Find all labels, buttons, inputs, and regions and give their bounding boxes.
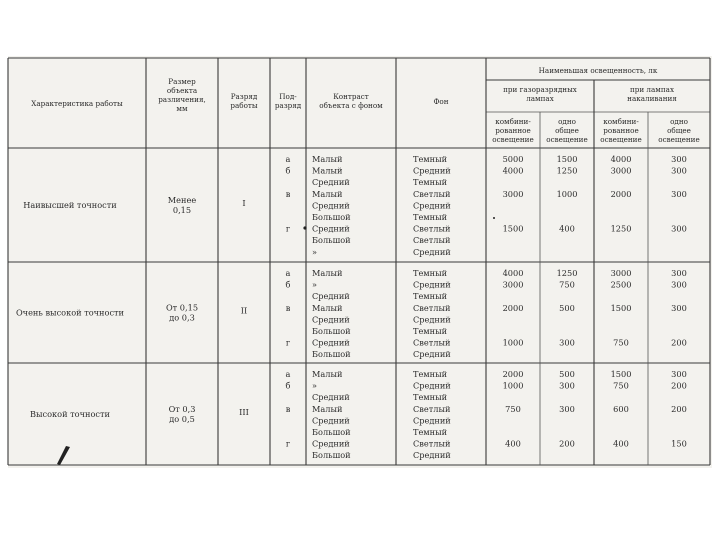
cell-contrast: Малый xyxy=(312,154,343,164)
header-background: Фон xyxy=(433,97,449,106)
table-row xyxy=(312,247,451,257)
header-contrast xyxy=(319,92,383,110)
cell-contrast: Средний xyxy=(312,200,350,211)
svg-text:освещение: освещение xyxy=(658,135,700,144)
header-incandescent-lamps xyxy=(627,85,677,103)
svg-text:освещение: освещение xyxy=(600,135,642,144)
cell-bg: Темный xyxy=(413,291,448,302)
group-size: до 0,5 xyxy=(169,414,195,424)
cell-sub: в xyxy=(285,188,291,199)
svg-text:Контраст: Контраст xyxy=(333,92,369,101)
group-size: до 0,3 xyxy=(169,312,195,323)
table-header xyxy=(31,66,699,144)
svg-text:различения,: различения, xyxy=(158,95,206,104)
cell-gc: 400 xyxy=(505,438,521,449)
cell-contrast: Малый xyxy=(312,403,343,414)
cell-bg: Средний xyxy=(413,415,451,426)
cell-gc: 2000 xyxy=(502,369,524,379)
cell-gg: 300 xyxy=(559,380,575,391)
cell-contrast: Средний xyxy=(312,337,350,348)
cell-gg: 1250 xyxy=(556,165,578,176)
cell-bg: Светлый xyxy=(413,438,451,449)
header-size xyxy=(158,77,206,113)
group-characteristic: Высокой точности xyxy=(30,409,110,419)
cell-bg: Средний xyxy=(413,165,451,176)
svg-text:мм: мм xyxy=(176,104,188,113)
group-category: III xyxy=(239,407,249,417)
svg-text:рованное: рованное xyxy=(603,126,639,135)
cell-gg: 750 xyxy=(559,279,575,290)
cell-contrast: Малый xyxy=(312,268,343,278)
cell-ic: 2000 xyxy=(610,188,632,199)
header-gas-lamps xyxy=(503,85,577,103)
table-row xyxy=(312,427,448,437)
cell-gc: 1000 xyxy=(502,337,524,348)
cell-ic: 2500 xyxy=(610,279,632,290)
cell-sub: г xyxy=(285,438,291,449)
svg-text:накаливания: накаливания xyxy=(627,94,677,103)
svg-text:общее: общее xyxy=(555,126,579,135)
cell-contrast: Большой xyxy=(312,427,351,437)
cell-ic: 1500 xyxy=(610,369,632,379)
cell-ig: 300 xyxy=(671,154,687,164)
svg-text:общее: общее xyxy=(667,126,691,135)
cell-ic: 600 xyxy=(613,403,629,414)
cell-ig: 200 xyxy=(671,380,687,391)
cell-gc: 4000 xyxy=(502,268,524,278)
cell-ig: 300 xyxy=(671,268,687,278)
cell-contrast: Малый xyxy=(312,302,343,313)
table-row xyxy=(312,450,451,460)
accuracy-group xyxy=(30,369,687,460)
cell-ig: 300 xyxy=(671,165,687,176)
svg-text:освещение: освещение xyxy=(546,135,588,144)
cell-bg: Темный xyxy=(413,369,448,379)
cell-gg: 300 xyxy=(559,337,575,348)
cell-bg: Светлый xyxy=(413,223,451,234)
cell-bg: Средний xyxy=(413,314,451,325)
cell-ig: 200 xyxy=(671,337,687,348)
cell-gg: 500 xyxy=(559,369,575,379)
svg-text:Под-: Под- xyxy=(279,92,297,101)
table-row xyxy=(312,235,451,245)
cell-ig: 300 xyxy=(671,302,687,313)
cell-gc: 1000 xyxy=(502,380,524,391)
cell-bg: Темный xyxy=(413,326,448,336)
group-size: Менее xyxy=(167,195,197,205)
cell-ig: 300 xyxy=(671,369,687,379)
svg-text:объекта с фоном: объекта с фоном xyxy=(319,101,383,110)
table-row xyxy=(312,415,451,425)
cell-sub: в xyxy=(285,302,291,313)
cell-contrast: Большой xyxy=(312,326,351,336)
svg-text:Разряд: Разряд xyxy=(230,92,258,101)
cell-ic: 750 xyxy=(613,337,629,348)
header-subcategory xyxy=(275,92,302,110)
cell-ig: 150 xyxy=(671,438,687,449)
cell-ig: 300 xyxy=(671,188,687,199)
table-row xyxy=(312,349,451,359)
table-row xyxy=(312,200,451,210)
accuracy-group xyxy=(16,268,687,359)
table-row xyxy=(312,291,448,301)
scan-dot xyxy=(303,226,306,229)
svg-text:освещение: освещение xyxy=(492,135,534,144)
group-characteristic: Наивысшей точности xyxy=(23,200,117,210)
header-incandescent-combined xyxy=(600,117,641,144)
header-incandescent-general xyxy=(658,117,699,144)
header-illumination: Наименьшая освещенность, лк xyxy=(538,66,658,75)
cell-bg: Светлый xyxy=(413,337,451,348)
cell-gg: 200 xyxy=(559,438,575,449)
header-gas-general xyxy=(546,117,587,144)
cell-contrast: Большой xyxy=(312,235,351,246)
cell-gg: 1000 xyxy=(556,188,578,199)
table-row xyxy=(312,326,448,336)
table-row xyxy=(312,177,448,187)
cell-ic: 4000 xyxy=(610,154,632,164)
cell-ig: 300 xyxy=(671,279,687,290)
svg-text:одно: одно xyxy=(670,117,688,126)
cell-contrast: Средний xyxy=(312,223,350,234)
cell-contrast: Средний xyxy=(312,314,350,325)
cell-bg: Средний xyxy=(413,450,451,461)
cell-contrast: Малый xyxy=(312,165,343,176)
svg-text:комбини-: комбини- xyxy=(495,117,531,126)
cell-ig: 300 xyxy=(671,223,687,234)
cell-ic: 750 xyxy=(613,380,629,391)
svg-text:Размер: Размер xyxy=(168,77,196,86)
cell-contrast: Большой xyxy=(312,212,351,222)
scan-dot xyxy=(493,217,495,219)
cell-sub: а xyxy=(285,369,291,379)
cell-bg: Средний xyxy=(413,279,451,290)
group-size: От 0,15 xyxy=(165,302,199,313)
cell-gg: 1250 xyxy=(556,268,578,278)
cell-sub: в xyxy=(285,403,291,414)
svg-text:одно: одно xyxy=(558,117,576,126)
cell-bg: Светлый xyxy=(413,302,451,313)
cell-contrast: Средний xyxy=(312,291,350,302)
group-category: II xyxy=(240,305,248,316)
accuracy-group xyxy=(23,154,687,257)
cell-gg: 400 xyxy=(559,223,575,234)
svg-text:работы: работы xyxy=(230,101,258,110)
table-row xyxy=(312,212,448,222)
cell-sub: б xyxy=(285,380,291,391)
cell-gc: 2000 xyxy=(502,302,524,313)
group-characteristic: Очень высокой точности xyxy=(15,307,125,318)
cell-gc: 3000 xyxy=(502,279,524,290)
svg-text:объекта: объекта xyxy=(166,86,198,95)
cell-contrast: Большой xyxy=(312,349,351,360)
cell-ic: 400 xyxy=(613,438,629,449)
cell-bg: Светлый xyxy=(413,235,451,246)
cell-bg: Средний xyxy=(413,349,451,360)
cell-contrast: Средний xyxy=(312,415,350,426)
cell-gc: 3000 xyxy=(502,188,524,199)
header-gas-combined xyxy=(492,117,533,144)
cell-gc: 4000 xyxy=(502,165,524,176)
table-row xyxy=(312,314,451,324)
cell-bg: Светлый xyxy=(413,403,451,414)
cell-bg: Темный xyxy=(413,177,448,188)
header-characteristic: Характеристика работы xyxy=(31,99,123,108)
cell-contrast: Большой xyxy=(312,450,351,461)
group-category: I xyxy=(242,198,246,208)
cell-ig: 200 xyxy=(671,403,687,414)
cell-contrast: Средний xyxy=(312,392,350,403)
pen-mark xyxy=(57,446,70,465)
cell-bg: Темный xyxy=(413,154,448,164)
svg-text:при лампах: при лампах xyxy=(629,85,675,94)
cell-bg: Темный xyxy=(413,212,448,222)
cell-gg: 300 xyxy=(559,403,575,414)
cell-bg: Темный xyxy=(413,427,448,437)
cell-contrast: » xyxy=(312,246,318,257)
cell-gg: 1500 xyxy=(556,154,578,164)
cell-contrast: Средний xyxy=(312,177,350,188)
cell-sub: б xyxy=(285,165,291,176)
cell-ic: 3000 xyxy=(610,165,632,176)
cell-ic: 1250 xyxy=(610,223,632,234)
header-category xyxy=(230,92,258,110)
svg-text:лампах: лампах xyxy=(526,94,554,103)
cell-gc: 750 xyxy=(505,403,521,414)
cell-sub: б xyxy=(285,279,291,290)
cell-gc: 5000 xyxy=(502,154,524,164)
cell-bg: Средний xyxy=(413,246,451,257)
cell-contrast: Малый xyxy=(312,369,343,379)
cell-contrast: Малый xyxy=(312,188,343,199)
group-size: 0,15 xyxy=(172,205,192,215)
cell-sub: г xyxy=(285,337,291,348)
cell-bg: Средний xyxy=(413,200,451,211)
cell-sub: а xyxy=(285,268,291,278)
cell-contrast: » xyxy=(312,279,318,290)
cell-sub: а xyxy=(285,154,291,164)
cell-ic: 3000 xyxy=(610,268,632,278)
cell-contrast: Средний xyxy=(312,438,350,449)
table-row xyxy=(312,392,448,402)
cell-bg: Светлый xyxy=(413,188,451,199)
cell-gc: 1500 xyxy=(502,223,524,234)
group-size: От 0,3 xyxy=(168,404,196,414)
svg-text:комбини-: комбини- xyxy=(603,117,639,126)
svg-text:рованное: рованное xyxy=(495,126,531,135)
cell-sub: г xyxy=(285,223,291,234)
cell-ic: 1500 xyxy=(610,302,632,313)
cell-bg: Темный xyxy=(413,268,448,278)
cell-gg: 500 xyxy=(559,302,575,313)
svg-text:разряд: разряд xyxy=(274,101,302,110)
cell-bg: Темный xyxy=(413,392,448,403)
cell-bg: Средний xyxy=(413,380,451,391)
svg-text:при газоразрядных: при газоразрядных xyxy=(503,85,577,94)
table-body xyxy=(16,154,687,460)
cell-contrast: » xyxy=(312,380,318,391)
